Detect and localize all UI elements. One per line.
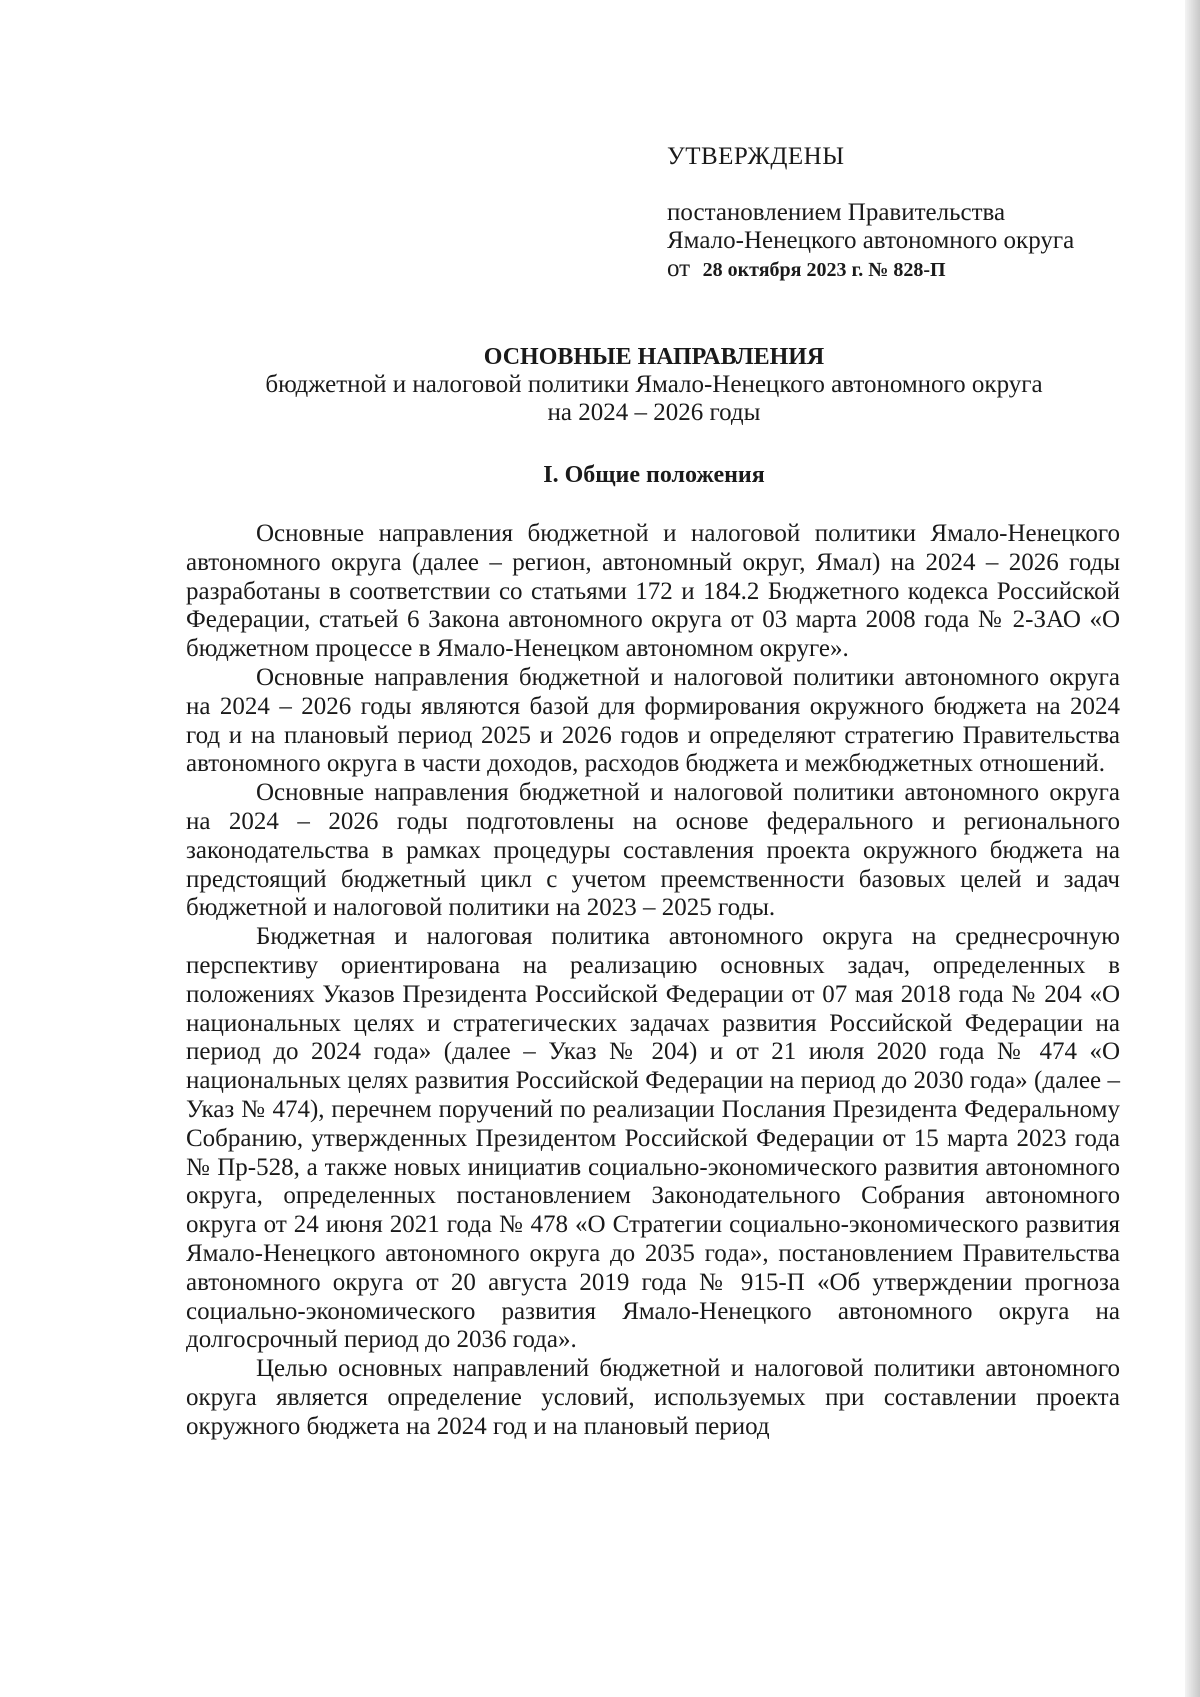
- section-heading: I. Общие положения: [543, 462, 765, 488]
- paragraph: Основные направления бюджетной и налоговой политики Ямало-Ненецкого автономного округа (далее – регион, автономный округ, Ямал) на 2024 – 2026 годы разработаны в соответствии со статьями 172 и 184.2 Бюджетного кодекса Российской Федерации, статьей 6 Закона автономного округа от 03 марта 2008 года № 2-ЗАО «О бюджетном процессе в Ямало-Ненецком автономном округе».: [186, 520, 1120, 663]
- paragraph: Основные направления бюджетной и налоговой политики автономного округа на 2024 – 2026 годы являются базой для формирования окружного бюджета на 2024 год и на плановый период 2025 и 2026 годов и определяют стратегию Правительства автономного округа в части доходов, расходов бюджета и межбюджетных отношений.: [186, 663, 1120, 778]
- page-edge-shadow: [1185, 0, 1200, 1697]
- approval-line-1: постановлением Правительства: [667, 199, 1006, 226]
- paragraph: Бюджетная и налоговая политика автономного округа на среднесрочную перспективу ориентирована на реализацию основных задач, определенных в положениях Указов Президента Российской Федерации от 07 мая 2018 года № 204 «О национальных целях и стратегических задачах развития Российской Федерации на период до 2024 года» (далее – Указ № 204) и от 21 июля 2020 года № 474 «О национальных целях развития Российской Федерации на период до 2030 года» (далее – Указ № 474), перечнем поручений по реализации Послания Президента Федеральному Собранию, утвержденных Президентом Российской Федерации от 15 марта 2023 года № Пр-528, а также новых инициатив социально-экономического развития автономного округа, определенных постановлением Законодательного Собрания автономного округа от 24 июня 2021 года № 478 «О Стратегии социально-экономического развития Ямало-Ненецкого автономного округа до 2035 года», постановлением Правительства автономного округа от 20 августа 2019 года № 915-П «Об утверждении прогноза социально-экономического развития Ямало-Ненецкого автономного округа на долгосрочный период до 2036 года».: [186, 923, 1120, 1354]
- paragraph: Целью основных направлений бюджетной и налоговой политики автономного округа является определение условий, используемых при составлении проекта окружного бюджета на 2024 год и на плановый период: [186, 1355, 1120, 1440]
- paragraph: Основные направления бюджетной и налоговой политики автономного округа на 2024 – 2026 годы подготовлены на основе федерального и регионального законодательства в рамках процедуры составления проекта окружного бюджета на предстоящий бюджетный цикл с учетом преемственности базовых целей и задач бюджетной и налоговой политики на 2023 – 2025 годы.: [186, 779, 1120, 922]
- approval-line-2: Ямало-Ненецкого автономного округа: [667, 227, 1075, 254]
- section-body: [186, 520, 1120, 1442]
- approval-block: [667, 143, 1137, 284]
- approval-title: УТВЕРЖДЕНЫ: [667, 143, 845, 170]
- document-title: ОСНОВНЫЕ НАПРАВЛЕНИЯ: [483, 344, 825, 370]
- document-title-block: [178, 343, 1130, 427]
- approval-date-line: [667, 255, 1137, 284]
- approval-date-value: 28 октября 2023 г. № 828-П: [702, 259, 946, 281]
- document-subtitle-line-2: на 2024 – 2026 годы: [547, 399, 761, 426]
- document-subtitle-line-1: бюджетной и налоговой политики Ямало-Ненецкого автономного округа: [265, 371, 1043, 398]
- approval-date-prefix: от: [667, 255, 691, 282]
